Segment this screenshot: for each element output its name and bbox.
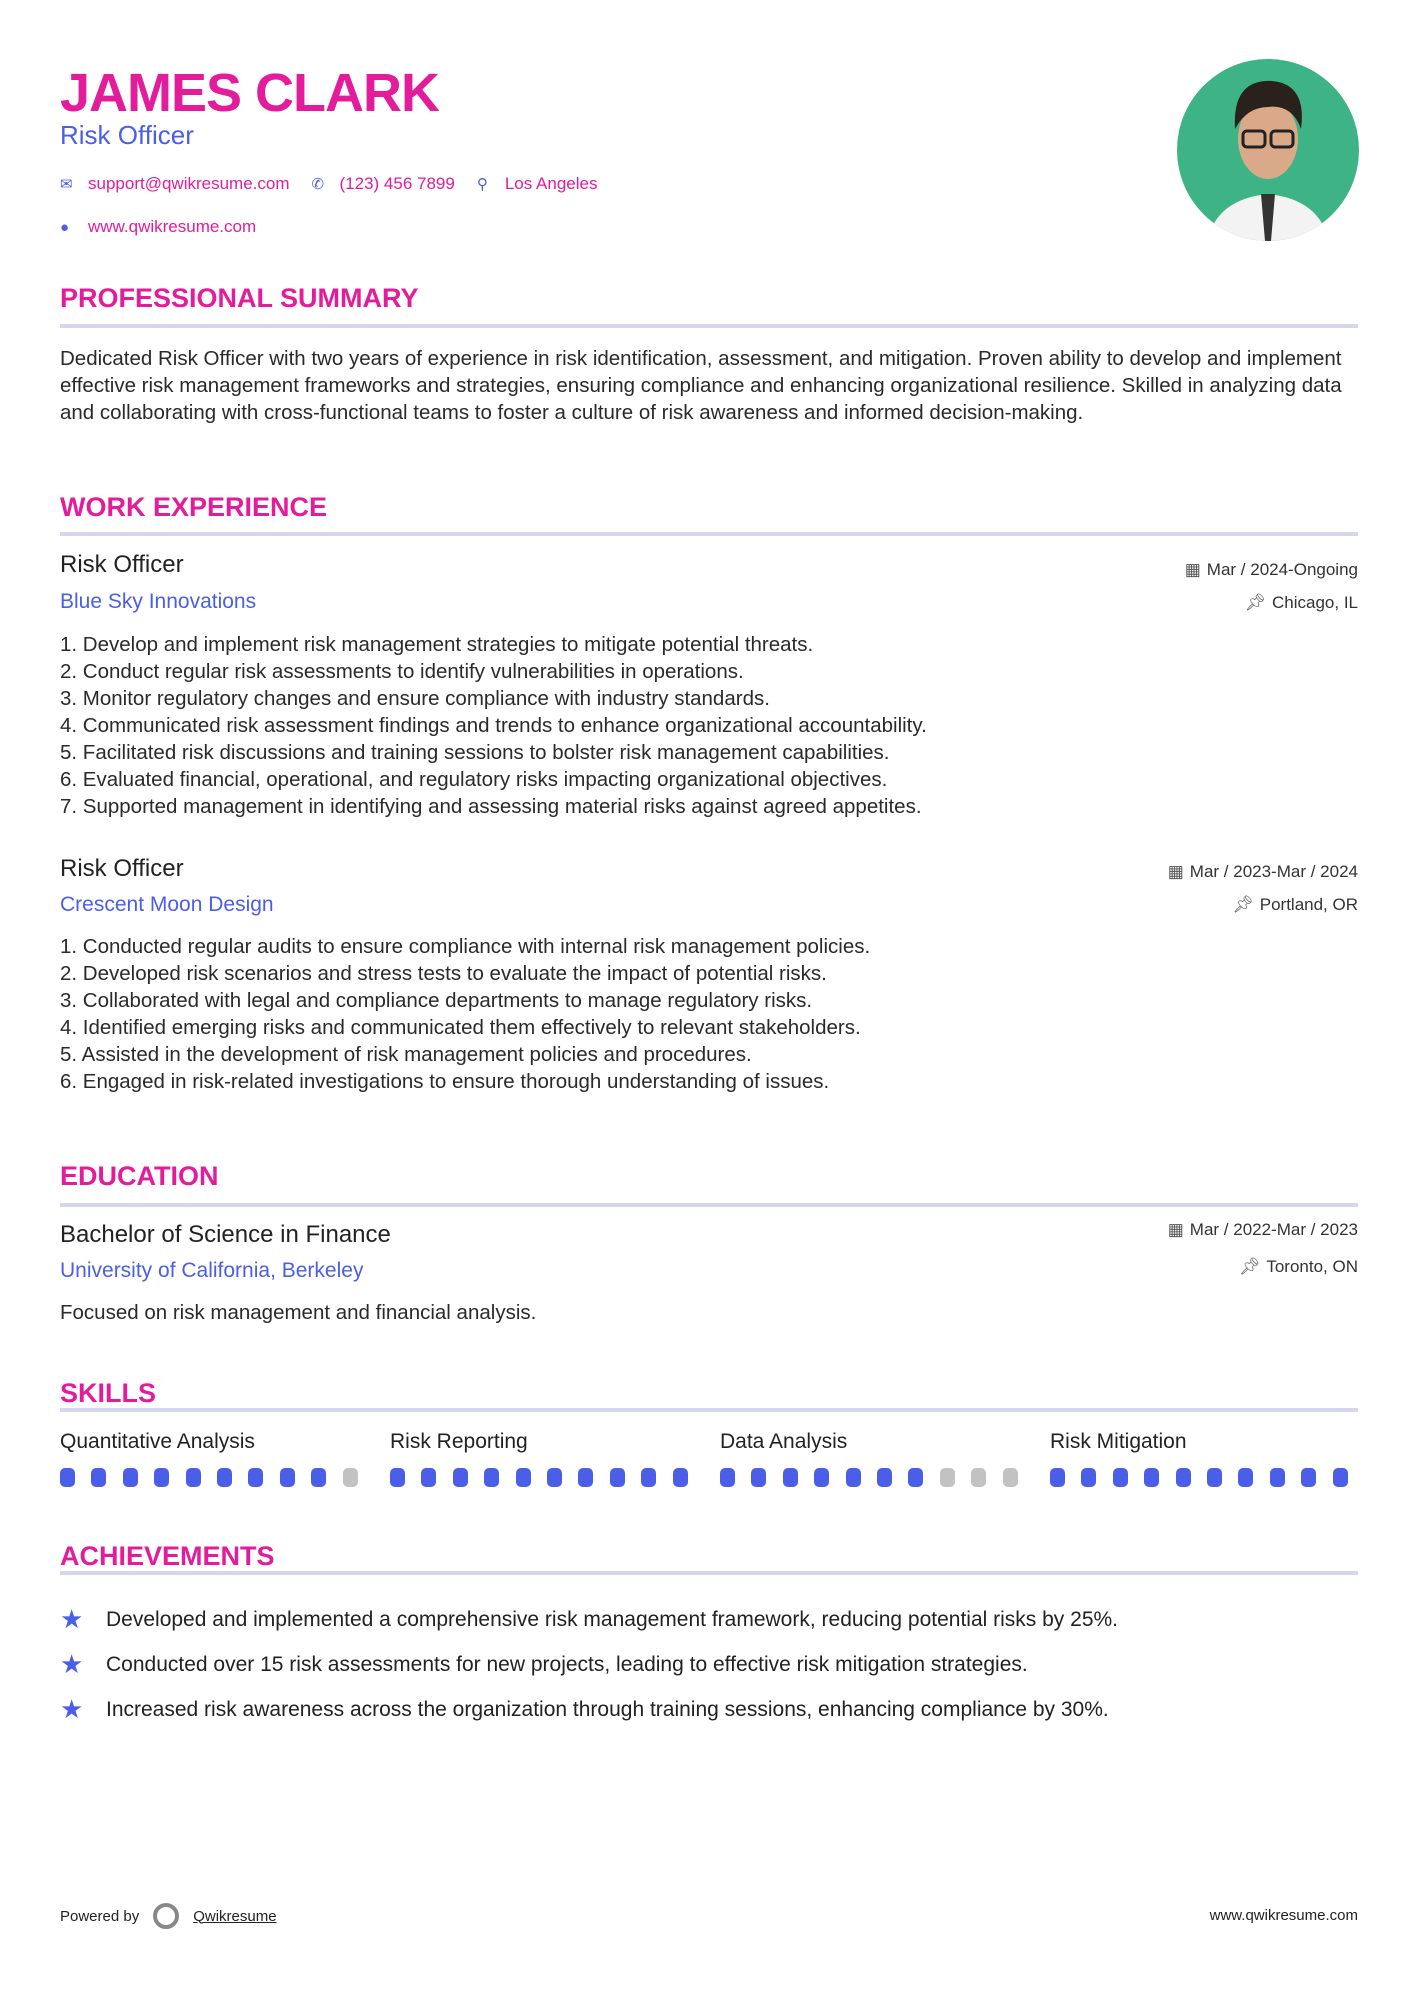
education-heading: EDUCATION	[60, 1161, 219, 1191]
skill-name: Quantitative Analysis	[60, 1430, 255, 1453]
rating-dot	[390, 1468, 405, 1487]
job-bullets	[60, 631, 927, 820]
rating-dot	[217, 1468, 232, 1487]
dates-text: Mar / 2023-Mar / 2024	[1189, 862, 1358, 881]
education-description: Focused on risk management and financial analysis.	[60, 1301, 537, 1324]
pin-icon: 📌︎	[1232, 895, 1254, 914]
divider	[60, 1571, 1358, 1575]
rating-dot	[783, 1468, 798, 1487]
job-location	[1232, 895, 1358, 915]
rating-dot	[1207, 1468, 1222, 1487]
achievement-item	[60, 1649, 1028, 1680]
rating-dot	[940, 1468, 955, 1487]
rating-dot	[123, 1468, 138, 1487]
calendar-icon: ▦	[1167, 1220, 1184, 1239]
list-item: 5. Facilitated risk discussions and training sessions to bolster risk management capabilities.	[60, 741, 890, 764]
skill-name: Risk Reporting	[390, 1430, 528, 1453]
degree-title: Bachelor of Science in Finance	[60, 1221, 391, 1248]
dates-text: Mar / 2024-Ongoing	[1206, 560, 1358, 579]
rating-dot	[1081, 1468, 1096, 1487]
rating-dot	[484, 1468, 499, 1487]
rating-dot	[673, 1468, 688, 1487]
footer-powered	[60, 1903, 277, 1929]
rating-dot	[186, 1468, 201, 1487]
star-icon: ★	[60, 1649, 84, 1679]
star-icon: ★	[60, 1694, 84, 1724]
education-dates	[1168, 1220, 1358, 1240]
rating-dot	[1176, 1468, 1191, 1487]
company-name: Blue Sky Innovations	[60, 590, 257, 613]
list-item: 6. Evaluated financial, operational, and regulatory risks impacting organizational objectives.	[60, 768, 888, 791]
list-item: 2. Conduct regular risk assessments to identify vulnerabilities in operations.	[60, 660, 744, 683]
qwikresume-logo-icon	[153, 1903, 179, 1929]
profile-photo	[1177, 59, 1359, 241]
rating-dot	[814, 1468, 829, 1487]
skill-rating	[1050, 1468, 1350, 1487]
rating-dot	[91, 1468, 106, 1487]
job-dates	[1168, 862, 1358, 882]
rating-dot	[641, 1468, 656, 1487]
rating-dot	[421, 1468, 436, 1487]
list-item: 3. Collaborated with legal and compliance departments to manage regulatory risks.	[60, 989, 813, 1012]
globe-icon: ●	[60, 218, 70, 236]
rating-dot	[1238, 1468, 1253, 1487]
skill-item	[1050, 1430, 1350, 1487]
skills-list	[60, 1430, 1350, 1487]
website-row	[60, 217, 256, 237]
rating-dot	[877, 1468, 892, 1487]
list-item: 6. Engaged in risk-related investigations to ensure thorough understanding of issues.	[60, 1070, 830, 1093]
skill-rating	[390, 1468, 690, 1487]
skill-name: Risk Mitigation	[1050, 1430, 1187, 1453]
brand-link[interactable]: Qwikresume	[193, 1907, 277, 1925]
divider	[60, 1203, 1358, 1207]
rating-dot	[1050, 1468, 1065, 1487]
rating-dot	[1333, 1468, 1348, 1487]
contact-row	[60, 174, 597, 194]
email-link[interactable]: support@qwikresume.com	[88, 174, 290, 193]
location-text: Los Angeles	[504, 174, 598, 193]
list-item: 5. Assisted in the development of risk management policies and procedures.	[60, 1043, 752, 1066]
rating-dot	[547, 1468, 562, 1487]
phone-text: (123) 456 7899	[339, 174, 455, 193]
rating-dot	[1301, 1468, 1316, 1487]
skill-rating	[720, 1468, 1020, 1487]
rating-dot	[343, 1468, 358, 1487]
rating-dot	[516, 1468, 531, 1487]
skill-item	[720, 1430, 1020, 1487]
list-item: 7. Supported management in identifying and assessing material risks against agreed appetites.	[60, 795, 922, 818]
candidate-title: Risk Officer	[60, 120, 194, 150]
rating-dot	[971, 1468, 986, 1487]
list-item: 1. Develop and implement risk management strategies to mitigate potential threats.	[60, 633, 814, 656]
rating-dot	[1144, 1468, 1159, 1487]
location-text: Chicago, IL	[1272, 593, 1358, 612]
list-item: 1. Conducted regular audits to ensure compliance with internal risk management policies.	[60, 935, 871, 958]
list-item: 3. Monitor regulatory changes and ensure compliance with industry standards.	[60, 687, 770, 710]
pin-icon: 📌︎	[1238, 1257, 1261, 1276]
rating-dot	[453, 1468, 468, 1487]
skills-heading: SKILLS	[60, 1378, 157, 1408]
divider	[60, 532, 1358, 536]
rating-dot	[1003, 1468, 1018, 1487]
website-link[interactable]: www.qwikresume.com	[88, 217, 257, 236]
achievement-text: Conducted over 15 risk assessments for new projects, leading to effective risk mitigation strategies.	[106, 1652, 1028, 1676]
rating-dot	[720, 1468, 735, 1487]
rating-dot	[846, 1468, 861, 1487]
candidate-name: JAMES CLARK	[60, 63, 440, 123]
summary-text: Dedicated Risk Officer with two years of experience in risk identification, assessment, and mitigation. Proven ability to develop and implement effective risk management frameworks and strategies, ensuring compliance and enhancing organizational resilience. Skilled in analyzing data and collaborating with cross-functional teams to foster a culture of risk awareness and informed decision-making.	[60, 347, 1342, 424]
location-text: Toronto, ON	[1266, 1257, 1358, 1276]
divider	[60, 1408, 1358, 1412]
footer-website[interactable]: www.qwikresume.com	[1209, 1907, 1358, 1924]
achievement-item	[60, 1694, 1109, 1725]
rating-dot	[248, 1468, 263, 1487]
rating-dot	[610, 1468, 625, 1487]
job-dates	[1185, 560, 1358, 580]
skill-item	[390, 1430, 690, 1487]
calendar-icon: ▦	[1167, 862, 1184, 881]
rating-dot	[751, 1468, 766, 1487]
achievement-text: Developed and implemented a comprehensive risk management framework, reducing potential risks by 25%.	[106, 1607, 1119, 1631]
star-icon: ★	[60, 1604, 84, 1634]
calendar-icon: ▦	[1184, 560, 1201, 579]
rating-dot	[908, 1468, 923, 1487]
map-pin-icon: ⚲	[476, 176, 488, 193]
achievements-heading: ACHIEVEMENTS	[60, 1541, 275, 1571]
achievement-item	[60, 1604, 1118, 1635]
rating-dot	[578, 1468, 593, 1487]
rating-dot	[1270, 1468, 1285, 1487]
list-item: 4. Communicated risk assessment findings and trends to enhance organizational accountability.	[60, 714, 927, 737]
powered-by-label: Powered by	[60, 1907, 140, 1925]
skill-item	[60, 1430, 360, 1487]
location-text: Portland, OR	[1259, 895, 1358, 914]
school-name: University of California, Berkeley	[60, 1259, 364, 1282]
phone-icon: ✆	[311, 176, 325, 193]
rating-dot	[154, 1468, 169, 1487]
job-bullets	[60, 933, 870, 1095]
list-item: 2. Developed risk scenarios and stress tests to evaluate the impact of potential risks.	[60, 962, 827, 985]
experience-heading: WORK EXPERIENCE	[60, 492, 328, 522]
job-location	[1244, 593, 1358, 613]
skill-rating	[60, 1468, 360, 1487]
divider	[60, 324, 1358, 328]
list-item: 4. Identified emerging risks and communicated them effectively to relevant stakeholders.	[60, 1016, 861, 1039]
envelope-icon: ✉	[60, 176, 73, 193]
rating-dot	[60, 1468, 75, 1487]
rating-dot	[280, 1468, 295, 1487]
job-title: Risk Officer	[60, 855, 184, 882]
achievement-text: Increased risk awareness across the organization through training sessions, enhancing compliance by 30%.	[106, 1697, 1109, 1721]
education-location	[1239, 1257, 1358, 1277]
skill-name: Data Analysis	[720, 1430, 848, 1453]
job-title: Risk Officer	[60, 551, 184, 578]
rating-dot	[1113, 1468, 1128, 1487]
rating-dot	[311, 1468, 326, 1487]
company-name: Crescent Moon Design	[60, 893, 274, 916]
pin-icon: 📌︎	[1244, 593, 1266, 612]
summary-heading: PROFESSIONAL SUMMARY	[60, 283, 419, 313]
dates-text: Mar / 2022-Mar / 2023	[1189, 1220, 1358, 1239]
